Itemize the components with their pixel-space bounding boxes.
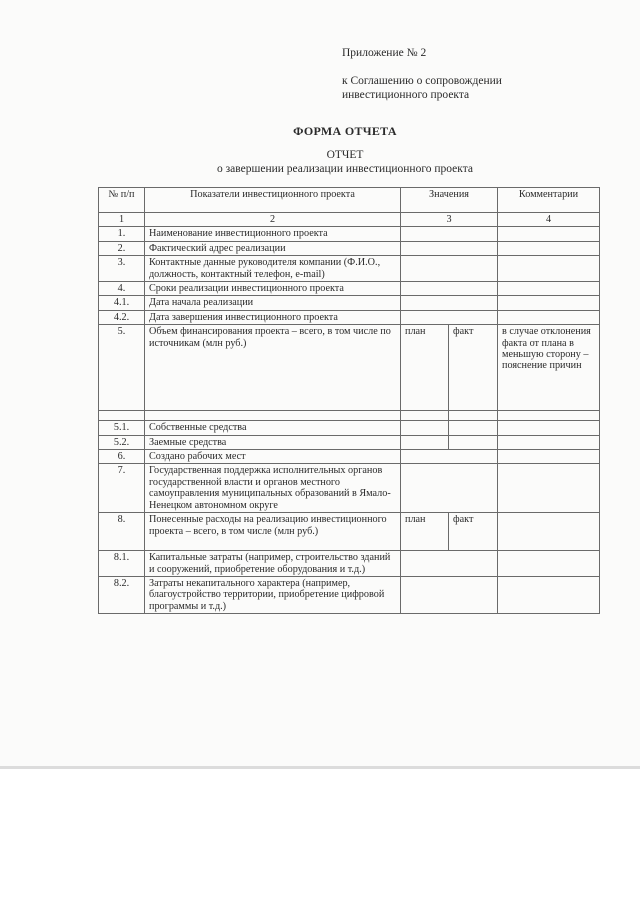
row-num: 4.1. [99, 296, 145, 310]
row-num: 2. [99, 241, 145, 255]
header-indicator: Показатели инвестиционного проекта [145, 188, 401, 213]
spacer-cell [401, 411, 449, 421]
appendix-ref-line2: инвестиционного проекта [342, 89, 470, 101]
page-edge [0, 766, 640, 769]
comment-cell[interactable] [498, 435, 600, 449]
plan-label: план [401, 325, 449, 411]
spacer-cell [145, 411, 401, 421]
value-cell[interactable] [401, 464, 498, 513]
value-cell[interactable] [401, 310, 498, 324]
report-title [0, 148, 640, 176]
report-title-line1: ОТЧЕТ [326, 149, 364, 161]
spacer-cell [498, 411, 600, 421]
row-num: 7. [99, 464, 145, 513]
appendix-ref-line1: к Соглашению о сопровождении [342, 75, 502, 87]
comment-note: в случае отклонения факта от плана в меньшую сторону – пояснение причин [498, 325, 600, 411]
comment-cell[interactable] [498, 551, 600, 577]
comment-cell[interactable] [498, 227, 600, 241]
comment-cell[interactable] [498, 282, 600, 296]
comment-cell[interactable] [498, 513, 600, 551]
value-cell[interactable] [401, 241, 498, 255]
report-title-line2: о завершении реализации инвестиционного проекта [217, 163, 473, 175]
row-label: Дата начала реализации [145, 296, 401, 310]
value-cell[interactable] [401, 551, 498, 577]
row-label: Затраты некапитального характера (например, благоустройство территории, приобретение цифровой программы и т.д.) [145, 576, 401, 613]
plan-label: план [401, 513, 449, 551]
table-row [99, 241, 600, 255]
table-row [99, 310, 600, 324]
table-row [99, 282, 600, 296]
appendix-number: Приложение № 2 [342, 47, 427, 59]
table-row [99, 296, 600, 310]
table-row [99, 227, 600, 241]
table-row [99, 325, 600, 411]
fact-cell[interactable] [449, 421, 498, 435]
row-label: Контактные данные руководителя компании (Ф.И.О., должность, контактный телефон, e-mail) [145, 256, 401, 282]
value-cell[interactable] [401, 282, 498, 296]
column-number-row [99, 213, 600, 227]
col-num-2: 2 [145, 213, 401, 227]
table-row [99, 576, 600, 613]
comment-cell[interactable] [498, 421, 600, 435]
table-row [99, 256, 600, 282]
plan-cell[interactable] [401, 421, 449, 435]
table-row [99, 513, 600, 551]
row-label: Дата завершения инвестиционного проекта [145, 310, 401, 324]
appendix-header [342, 46, 502, 102]
value-cell[interactable] [401, 227, 498, 241]
comment-cell[interactable] [498, 241, 600, 255]
row-label: Капитальные затраты (например, строительство зданий и сооружений, приобретение оборудования и т.д.) [145, 551, 401, 577]
header-comments: Комментарии [498, 188, 600, 213]
table-row [99, 450, 600, 464]
comment-cell[interactable] [498, 256, 600, 282]
comment-cell[interactable] [498, 464, 600, 513]
row-label: Наименование инвестиционного проекта [145, 227, 401, 241]
row-num: 5. [99, 325, 145, 411]
row-num: 6. [99, 450, 145, 464]
table-header-row [99, 188, 600, 213]
col-num-4: 4 [498, 213, 600, 227]
col-num-3: 3 [401, 213, 498, 227]
header-values: Значения [401, 188, 498, 213]
spacer-cell [449, 411, 498, 421]
fact-label: факт [449, 513, 498, 551]
comment-cell[interactable] [498, 310, 600, 324]
row-label: Собственные средства [145, 421, 401, 435]
row-num: 3. [99, 256, 145, 282]
row-label: Объем финансирования проекта – всего, в том числе по источникам (млн руб.) [145, 325, 401, 411]
row-label: Государственная поддержка исполнительных органов государственной власти и органов местного самоуправления муниципальных образований в Ямало-Ненецком автономном округе [145, 464, 401, 513]
table-row [99, 421, 600, 435]
row-label: Сроки реализации инвестиционного проекта [145, 282, 401, 296]
row-label: Создано рабочих мест [145, 450, 401, 464]
form-title: ФОРМА ОТЧЕТА [293, 124, 397, 138]
comment-cell[interactable] [498, 576, 600, 613]
fact-label: факт [449, 325, 498, 411]
plan-cell[interactable] [401, 435, 449, 449]
row-label: Понесенные расходы на реализацию инвестиционного проекта – всего, в том числе (млн руб.) [145, 513, 401, 551]
table-row [99, 551, 600, 577]
row-num: 1. [99, 227, 145, 241]
row-num: 8.1. [99, 551, 145, 577]
value-cell[interactable] [401, 450, 498, 464]
row-num: 4.2. [99, 310, 145, 324]
spacer-cell [99, 411, 145, 421]
table-row-spacer [99, 411, 600, 421]
col-num-1: 1 [99, 213, 145, 227]
header-num: № п/п [99, 188, 145, 213]
table-row [99, 435, 600, 449]
comment-cell[interactable] [498, 450, 600, 464]
row-label: Фактический адрес реализации [145, 241, 401, 255]
value-cell[interactable] [401, 296, 498, 310]
row-num: 5.1. [99, 421, 145, 435]
table-row [99, 464, 600, 513]
comment-cell[interactable] [498, 296, 600, 310]
row-num: 4. [99, 282, 145, 296]
row-label: Заемные средства [145, 435, 401, 449]
value-cell[interactable] [401, 256, 498, 282]
report-table [98, 187, 600, 614]
row-num: 5.2. [99, 435, 145, 449]
value-cell[interactable] [401, 576, 498, 613]
row-num: 8. [99, 513, 145, 551]
fact-cell[interactable] [449, 435, 498, 449]
row-num: 8.2. [99, 576, 145, 613]
